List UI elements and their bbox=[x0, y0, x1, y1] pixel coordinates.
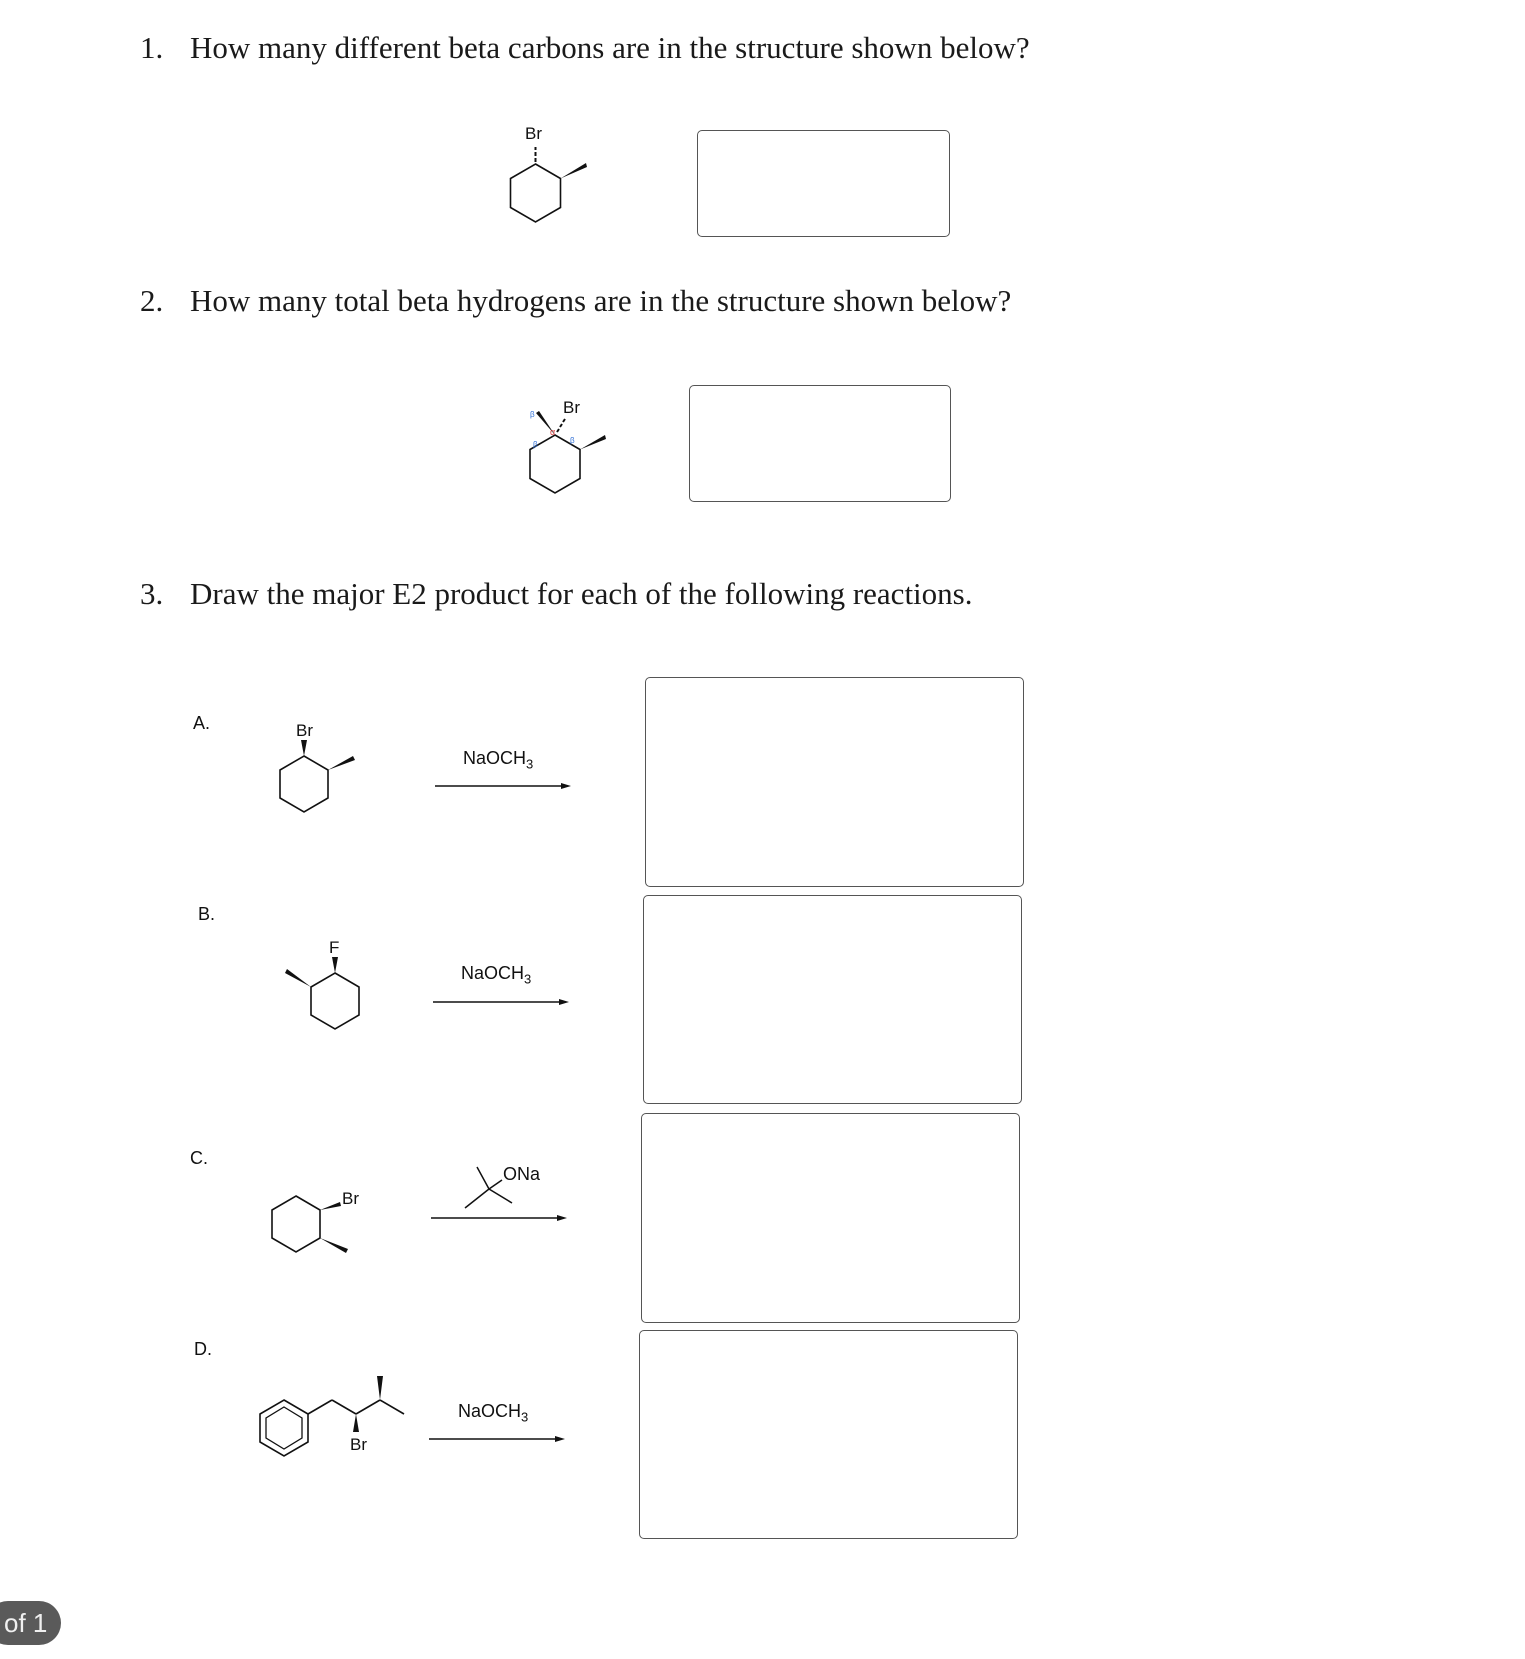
question-text: How many total beta hydrogens are in the structure shown below? bbox=[190, 283, 1012, 318]
part-b-answer-box[interactable] bbox=[643, 895, 1022, 1104]
part-c-answer-box[interactable] bbox=[641, 1113, 1020, 1323]
q2-br-label: Br bbox=[563, 398, 580, 417]
q2-beta-mark: β bbox=[570, 436, 575, 445]
question-number: 3. bbox=[140, 576, 164, 611]
question-number: 2. bbox=[140, 283, 164, 318]
part-c-molecule bbox=[270, 1170, 400, 1280]
q1-molecule bbox=[490, 115, 610, 225]
part-c-label: C. bbox=[190, 1148, 208, 1168]
q2-beta-mark: β bbox=[530, 410, 535, 419]
part-b-arrow bbox=[431, 995, 571, 1009]
part-d-br-label: Br bbox=[350, 1435, 367, 1454]
part-a-molecule bbox=[270, 718, 390, 828]
q2-answer-box[interactable] bbox=[689, 385, 951, 502]
q2-beta-mark: β bbox=[533, 440, 538, 449]
part-a-br-label: Br bbox=[296, 721, 313, 740]
part-d-molecule bbox=[258, 1370, 428, 1470]
part-b-label: B. bbox=[198, 904, 216, 924]
part-a-answer-box[interactable] bbox=[645, 677, 1024, 887]
question-number: 1. bbox=[140, 30, 164, 65]
part-d-reagent: NaOCH$_3$ bbox=[458, 1401, 529, 1425]
question-2 bbox=[140, 283, 1011, 319]
q2-alpha-mark: α bbox=[550, 427, 556, 437]
q1-br-label: Br bbox=[525, 124, 542, 143]
part-c-reagent: ONa bbox=[503, 1164, 541, 1184]
q2-molecule bbox=[520, 395, 650, 505]
part-a-arrow bbox=[433, 779, 573, 793]
question-text: Draw the major E2 product for each of the following reactions. bbox=[190, 576, 973, 611]
part-d-label: D. bbox=[194, 1339, 212, 1359]
part-c-br-label: Br bbox=[342, 1189, 359, 1208]
part-b-reagent: NaOCH$_3$ bbox=[461, 963, 532, 987]
page-indicator: of 1 bbox=[0, 1601, 61, 1645]
question-1 bbox=[140, 30, 1030, 66]
part-b-f-label: F bbox=[329, 938, 340, 957]
part-a-label: A. bbox=[193, 713, 211, 733]
part-d-arrow bbox=[427, 1432, 567, 1446]
part-b-molecule bbox=[280, 935, 400, 1055]
part-a-reagent: NaOCH$_3$ bbox=[463, 748, 534, 772]
question-3 bbox=[140, 576, 972, 612]
q1-answer-box[interactable] bbox=[697, 130, 950, 237]
part-d-answer-box[interactable] bbox=[639, 1330, 1018, 1539]
question-text: How many different beta carbons are in the structure shown below? bbox=[190, 30, 1030, 65]
part-c-arrow bbox=[429, 1211, 569, 1225]
